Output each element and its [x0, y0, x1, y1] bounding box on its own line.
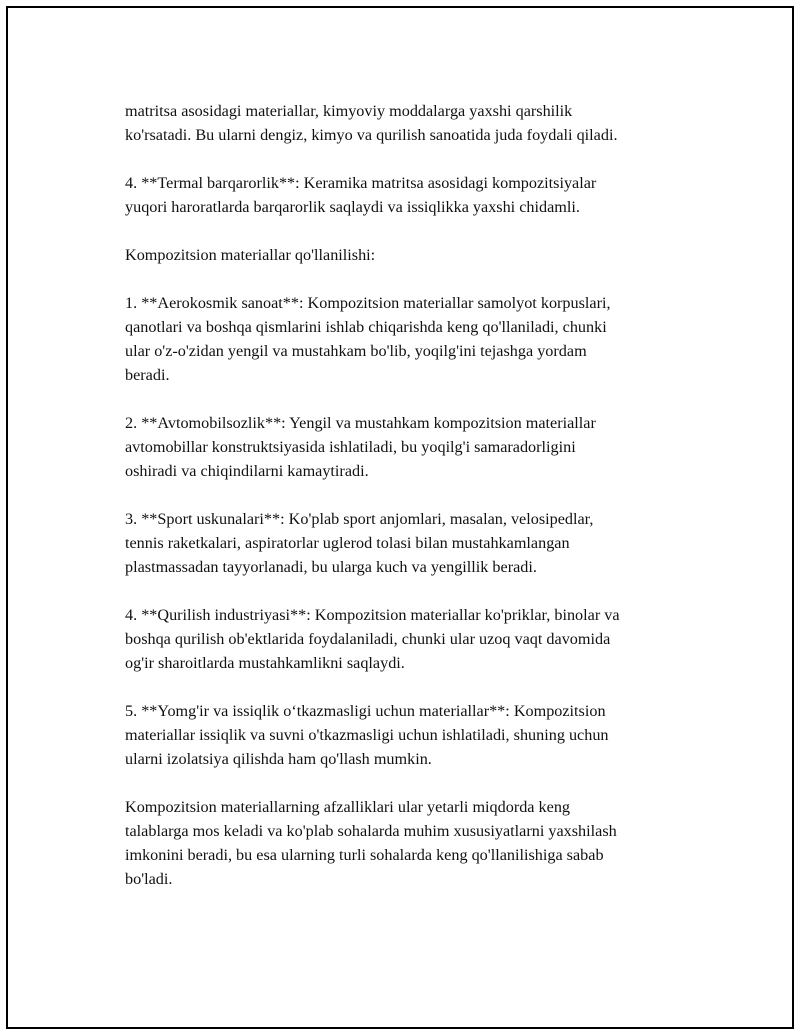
paragraph-thermal-stability — [125, 171, 725, 219]
text-line: yuqori haroratlarda barqarorlik saqlaydi va issiqlikka yaxshi chidamli. — [125, 198, 580, 216]
document-body — [125, 99, 725, 915]
text-line: ko'rsatadi. Bu ularni dengiz, kimyo va qurilish sanoatida juda foydali qiladi. — [125, 126, 618, 144]
list-item-sport-equipment — [125, 507, 725, 579]
paragraph-conclusion — [125, 795, 725, 891]
list-item-aerospace — [125, 291, 725, 387]
text-line: og'ir sharoitlarda mustahkamlikni saqlaydi. — [125, 654, 405, 672]
text-line: plastmassadan tayyorlanadi, bu ularga kuch va yengillik beradi. — [125, 558, 537, 576]
text-line: bo'ladi. — [125, 870, 173, 888]
text-line: talablarga mos keladi va ko'plab sohalarda muhim xususiyatlarni yaxshilash — [125, 822, 617, 840]
text-line: 4. **Qurilish industriyasi**: Kompozitsion materiallar ko'priklar, binolar va — [125, 606, 620, 624]
text-line: imkonini beradi, bu esa ularning turli sohalarda keng qo'llanilishiga sabab — [125, 846, 604, 864]
text-line: qanotlari va boshqa qismlarini ishlab chiqarishda keng qo'llaniladi, chunki — [125, 318, 607, 336]
text-line: 2. **Avtomobilsozlik**: Yengil va mustahkam kompozitsion materiallar — [125, 414, 596, 432]
list-item-construction — [125, 603, 725, 675]
section-heading-applications — [125, 243, 725, 267]
text-line: ularni izolatsiya qilishda ham qo'llash mumkin. — [125, 750, 432, 768]
list-item-automotive — [125, 411, 725, 483]
text-line: beradi. — [125, 366, 170, 384]
list-item-insulation — [125, 699, 725, 771]
text-line: ular o'z-o'zidan yengil va mustahkam bo'lib, yoqilg'ini tejashga yordam — [125, 342, 587, 360]
text-line: 4. **Termal barqarorlik**: Keramika matritsa asosidagi kompozitsiyalar — [125, 174, 597, 192]
text-line: matritsa asosidagi materiallar, kimyoviy moddalarga yaxshi qarshilik — [125, 102, 573, 120]
text-line: boshqa qurilish ob'ektlarida foydalaniladi, chunki ular uzoq vaqt davomida — [125, 630, 611, 648]
text-line: Kompozitsion materiallarning afzalliklari ular yetarli miqdorda keng — [125, 798, 571, 816]
text-line: tennis raketkalari, aspiratorlar uglerod tolasi bilan mustahkamlangan — [125, 534, 570, 552]
text-line: avtomobillar konstruktsiyasida ishlatiladi, bu yoqilg'i samaradorligini — [125, 438, 576, 456]
text-line: 1. **Aerokosmik sanoat**: Kompozitsion materiallar samolyot korpuslari, — [125, 294, 611, 312]
text-line: Kompozitsion materiallar qo'llanilishi: — [125, 246, 376, 264]
paragraph-intro-continuation — [125, 99, 725, 147]
page-frame — [6, 6, 794, 1029]
text-line: 5. **Yomg'ir va issiqlik o‘tkazmasligi uchun materiallar**: Kompozitsion — [125, 702, 606, 720]
text-line: 3. **Sport uskunalari**: Ko'plab sport anjomlari, masalan, velosipedlar, — [125, 510, 594, 528]
text-line: oshiradi va chiqindilarni kamaytiradi. — [125, 462, 369, 480]
text-line: materiallar issiqlik va suvni o'tkazmasligi uchun ishlatiladi, shuning uchun — [125, 726, 609, 744]
